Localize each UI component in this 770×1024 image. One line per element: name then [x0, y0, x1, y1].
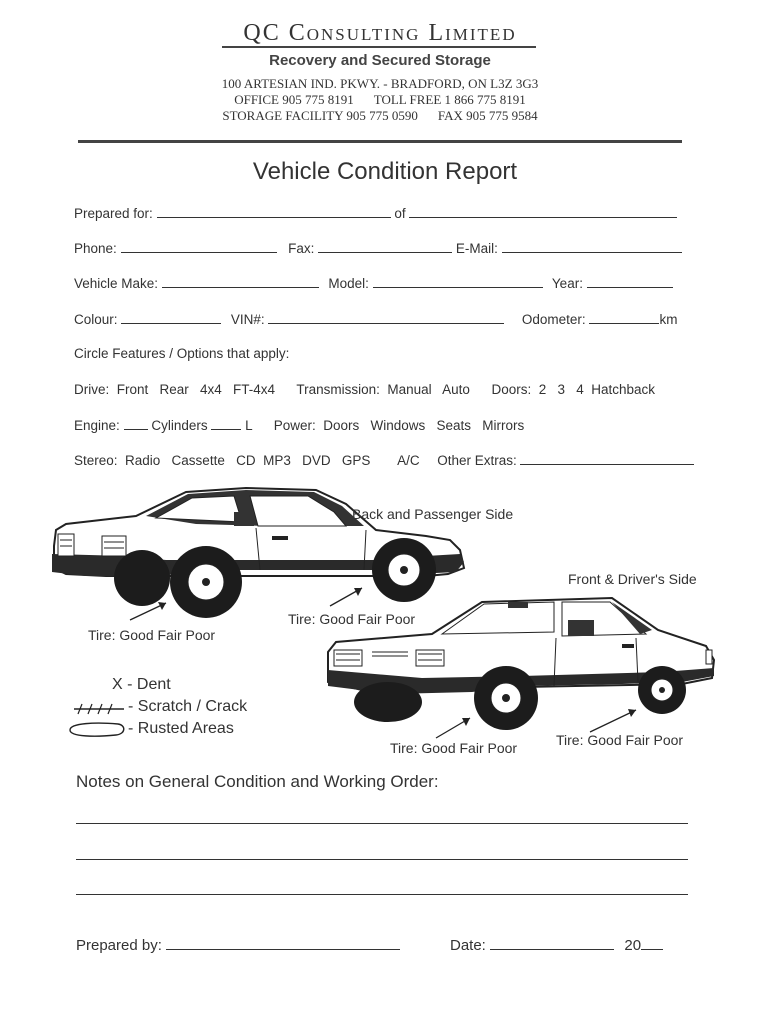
make-label: Vehicle Make:: [74, 276, 159, 291]
colour-label: Colour:: [74, 312, 118, 327]
odometer-label: Odometer:: [521, 312, 586, 327]
back-passenger-side-label: Back and Passenger Side: [352, 506, 514, 522]
prepared-by-field[interactable]: [166, 935, 400, 950]
liters-label: L: [245, 418, 253, 433]
legend-scratch: - Scratch / Crack: [128, 698, 248, 715]
engine-label: Engine:: [74, 418, 120, 433]
rust-outline-icon: [66, 720, 128, 738]
office-phone: OFFICE 905 775 8191: [234, 92, 354, 107]
year-label: Year:: [551, 276, 583, 291]
date-label: Date:: [450, 937, 486, 954]
circle-instruction: Circle Features / Options that apply:: [74, 346, 290, 361]
toll-free-phone: TOLL FREE 1 866 775 8191: [373, 92, 526, 107]
phone-label: Phone:: [74, 241, 117, 256]
scratch-symbol-icon: [72, 700, 128, 716]
year-suffix-field[interactable]: [641, 935, 663, 950]
doors-options[interactable]: Doors: 2 3 4 Hatchback: [491, 382, 656, 397]
prepared-for-label: Prepared for:: [74, 206, 153, 221]
address-line: 100 ARTESIAN IND. PKWY. - BRADFORD, ON L3Z 3G3: [221, 76, 539, 91]
stereo-options[interactable]: Stereo: Radio Cassette CD MP3 DVD GPS: [74, 453, 371, 468]
fax-number: FAX 905 775 9584: [437, 108, 538, 123]
page-title: Vehicle Condition Report: [252, 158, 518, 185]
km-label: km: [659, 312, 678, 327]
model-label: Model:: [328, 276, 369, 291]
notes-line-1[interactable]: [76, 823, 688, 824]
notes-line-2[interactable]: [76, 859, 688, 860]
vin-label: VIN#:: [230, 312, 265, 327]
other-extras-label: Other Extras:: [437, 453, 517, 468]
prepared-by-label: Prepared by:: [76, 937, 162, 954]
company-subtitle: Recovery and Secured Storage: [269, 52, 491, 69]
date-row: [450, 935, 663, 954]
front-driver-side-label: Front & Driver's Side: [568, 571, 697, 587]
transmission-options[interactable]: Transmission: Manual Auto: [296, 382, 470, 397]
legend-rust: - Rusted Areas: [128, 720, 234, 737]
ac-option[interactable]: A/C: [397, 453, 420, 468]
cylinders-label: Cylinders: [151, 418, 208, 433]
drive-options[interactable]: Drive: Front Rear 4x4 FT-4x4: [74, 382, 276, 397]
prepared-by-row: [76, 935, 400, 954]
power-options[interactable]: Power: Doors Windows Seats Mirrors: [273, 418, 525, 433]
tire-rating-2[interactable]: Tire: Good Fair Poor: [288, 611, 416, 627]
notes-line-3[interactable]: [76, 894, 688, 895]
storage-phone: STORAGE FACILITY 905 775 0590: [222, 108, 418, 123]
company-name: QC Consulting Limited: [243, 20, 517, 46]
date-field[interactable]: [490, 935, 614, 950]
email-label: E-Mail:: [455, 241, 498, 256]
year-prefix: 20: [624, 937, 642, 954]
notes-title: Notes on General Condition and Working Order:: [76, 772, 439, 791]
fax-label: Fax:: [288, 241, 315, 256]
tire-rating-4[interactable]: Tire: Good Fair Poor: [556, 732, 684, 748]
tire-rating-3[interactable]: Tire: Good Fair Poor: [390, 740, 518, 756]
tire-rating-1[interactable]: Tire: Good Fair Poor: [88, 627, 216, 643]
of-label: of: [394, 206, 406, 221]
legend-dent: X - Dent: [112, 676, 171, 693]
